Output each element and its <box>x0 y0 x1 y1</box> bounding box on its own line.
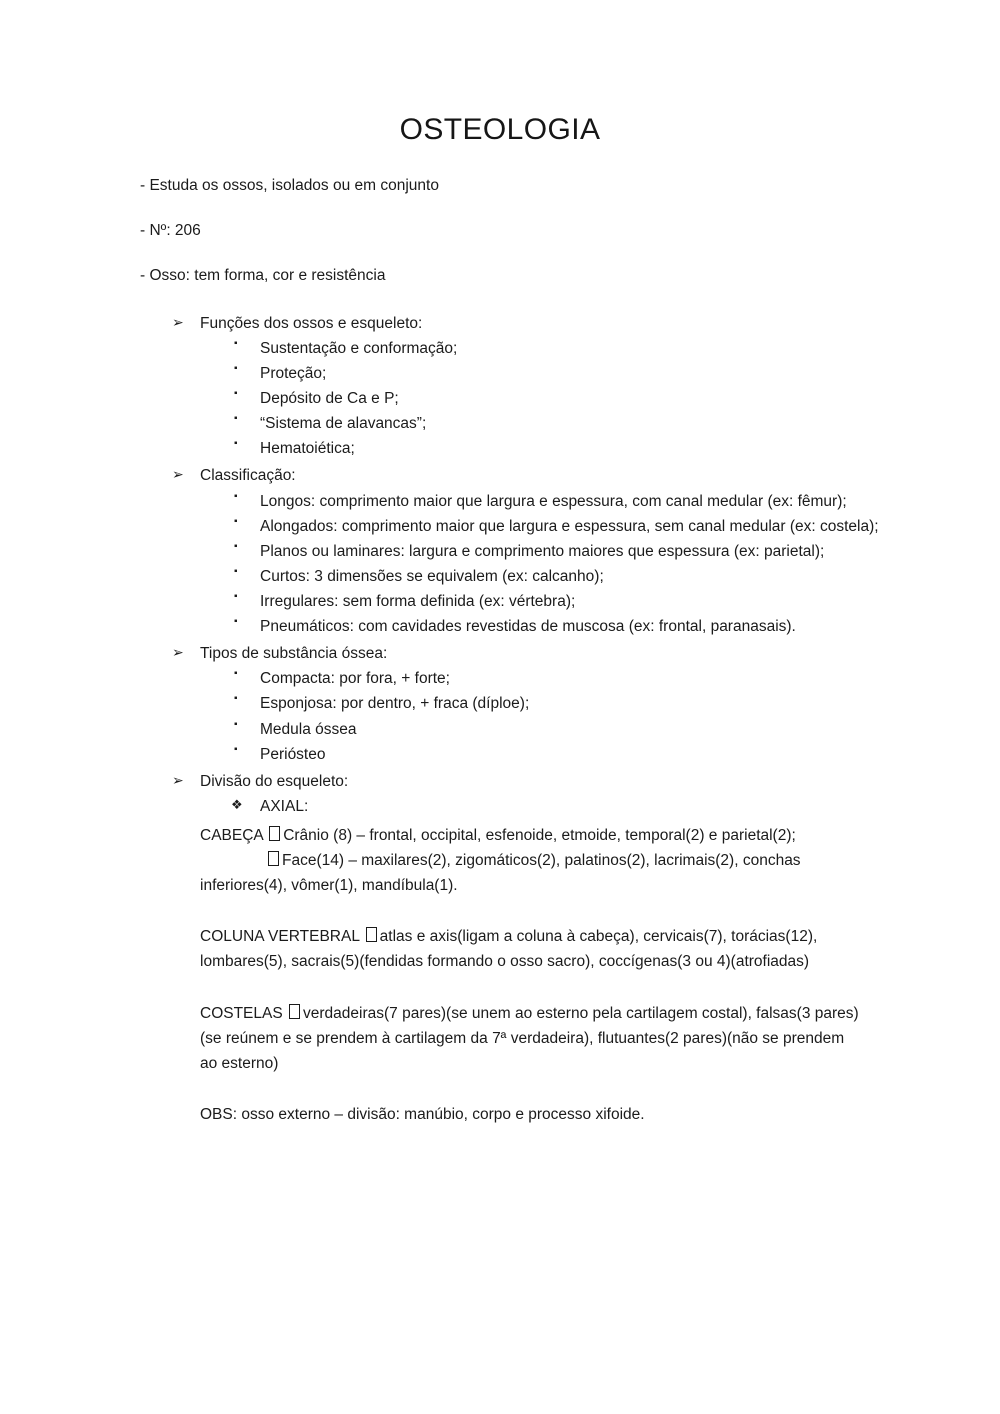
list-item <box>0 742 1000 767</box>
outline-heading-label: Classificação: <box>200 467 296 485</box>
outline-heading-substancia <box>0 641 1000 666</box>
list-item-label: Hematoiética; <box>260 440 355 458</box>
list-item-label: Esponjosa: por dentro, + fraca (díploe); <box>260 695 530 713</box>
outline-heading-funcoes <box>0 311 1000 336</box>
outline-heading-classificacao <box>0 463 1000 488</box>
paragraph-coluna-text: atlas e axis(ligam a coluna à cabeça), cervicais(7), torácias(12), lombares(5), sacrais(5)(fendidas formando o osso sacro), coccígenas(3 ou 4)(atrofiadas) <box>200 928 818 971</box>
paragraph-cabeca-line2: Face(14) – maxilares(2), zigomáticos(2), palatinos(2), lacrimais(2), conchas <box>282 852 801 870</box>
paragraph-coluna-label: COLUNA VERTEBRAL <box>200 928 360 946</box>
intro-line-definition: - Estuda os ossos, isolados ou em conjunto <box>140 177 439 194</box>
arrow-glyph-icon <box>289 1004 300 1019</box>
outline-subheading-axial <box>0 794 1000 819</box>
list-item <box>0 386 1000 411</box>
paragraph-cabeca <box>200 823 860 848</box>
list-item <box>0 691 1000 716</box>
list-item-label: Periósteo <box>260 745 326 763</box>
paragraph-costelas-label: COSTELAS <box>200 1004 283 1022</box>
square-bullet-icon: ▪ <box>234 616 238 628</box>
body-paragraphs <box>0 823 1000 1127</box>
list-item-label: “Sistema de alavancas”; <box>260 415 427 433</box>
paragraph-cabeca-label: CABEÇA <box>200 826 263 844</box>
list-item <box>0 539 1000 564</box>
square-bullet-icon: ▪ <box>234 337 238 349</box>
square-bullet-icon: ▪ <box>234 590 238 602</box>
list-item-label: Sustentação e conformação; <box>260 339 458 357</box>
page-title: OSTEOLOGIA <box>399 113 601 146</box>
paragraph-cabeca-line1: Crânio (8) – frontal, occipital, esfenoide, etmoide, temporal(2) e parietal(2); <box>283 826 796 844</box>
list-item <box>0 666 1000 691</box>
square-bullet-icon: ▪ <box>234 515 238 527</box>
intro-block <box>0 176 1000 287</box>
list-item-label: Longos: comprimento maior que largura e espessura, com canal medular (ex: fêmur); <box>260 492 847 510</box>
list-item <box>0 514 1000 539</box>
list-item <box>0 411 1000 436</box>
square-bullet-icon: ▪ <box>234 540 238 552</box>
outline-list <box>0 311 1000 819</box>
arrow-bullet-icon: ➢ <box>172 466 184 483</box>
paragraph-coluna <box>200 924 860 974</box>
square-bullet-icon: ▪ <box>234 413 238 425</box>
arrow-bullet-icon: ➢ <box>172 313 184 330</box>
list-item-label: Alongados: comprimento maior que largura e espessura, sem canal medular (ex: costela); <box>260 517 879 535</box>
arrow-glyph-icon <box>366 927 377 942</box>
outline-subheading-label: AXIAL: <box>260 797 309 815</box>
square-bullet-icon: ▪ <box>234 693 238 705</box>
list-item-label: Irregulares: sem forma definida (ex: vértebra); <box>260 592 576 610</box>
arrow-bullet-icon: ➢ <box>172 771 184 788</box>
paragraph-costelas-text: verdadeiras(7 pares)(se unem ao esterno pela cartilagem costal), falsas(3 pares)(se reúnem e se prendem à cartilagem da 7ª verdadeira), flutuantes(2 pares)(não se prendem ao esterno) <box>200 1004 859 1072</box>
list-item-label: Compacta: por fora, + forte; <box>260 670 450 688</box>
paragraph-cabeca-face <box>200 848 860 898</box>
outline-heading-divisao <box>0 769 1000 794</box>
outline-heading-label: Tipos de substância óssea: <box>200 645 388 663</box>
square-bullet-icon: ▪ <box>234 668 238 680</box>
outline-heading-label: Divisão do esqueleto: <box>200 772 349 790</box>
list-item <box>0 589 1000 614</box>
square-bullet-icon: ▪ <box>234 438 238 450</box>
list-item-label: Depósito de Ca e P; <box>260 390 399 408</box>
diamond-bullet-icon: ❖ <box>231 796 243 812</box>
square-bullet-icon: ▪ <box>234 743 238 755</box>
intro-line-count: - Nº: 206 <box>140 221 201 239</box>
intro-line-properties: - Osso: tem forma, cor e resistência <box>140 266 386 284</box>
list-item-label: Planos ou laminares: largura e comprimento maiores que espessura (ex: parietal); <box>260 542 825 560</box>
square-bullet-icon: ▪ <box>234 565 238 577</box>
list-item <box>0 489 1000 514</box>
list-item <box>0 436 1000 461</box>
square-bullet-icon: ▪ <box>234 362 238 374</box>
outline-heading-label: Funções dos ossos e esqueleto: <box>200 314 423 332</box>
list-item-label: Pneumáticos: com cavidades revestidas de muscosa (ex: frontal, paranasais). <box>260 618 796 636</box>
list-item <box>0 614 1000 639</box>
list-item <box>0 361 1000 386</box>
arrow-glyph-icon <box>268 851 279 866</box>
square-bullet-icon: ▪ <box>234 490 238 502</box>
square-bullet-icon: ▪ <box>234 718 238 730</box>
arrow-bullet-icon: ➢ <box>172 644 184 661</box>
list-item <box>0 336 1000 361</box>
square-bullet-icon: ▪ <box>234 388 238 400</box>
list-item-label: Medula óssea <box>260 720 357 738</box>
paragraph-obs: OBS: osso externo – divisão: manúbio, corpo e processo xifoide. <box>200 1105 645 1123</box>
arrow-glyph-icon <box>269 826 280 841</box>
list-item <box>0 717 1000 742</box>
paragraph-cabeca-line3: inferiores(4), vômer(1), mandíbula(1). <box>200 877 458 895</box>
list-item <box>0 564 1000 589</box>
paragraph-costelas <box>200 1001 860 1076</box>
list-item-label: Curtos: 3 dimensões se equivalem (ex: calcanho); <box>260 567 604 585</box>
list-item-label: Proteção; <box>260 364 327 382</box>
